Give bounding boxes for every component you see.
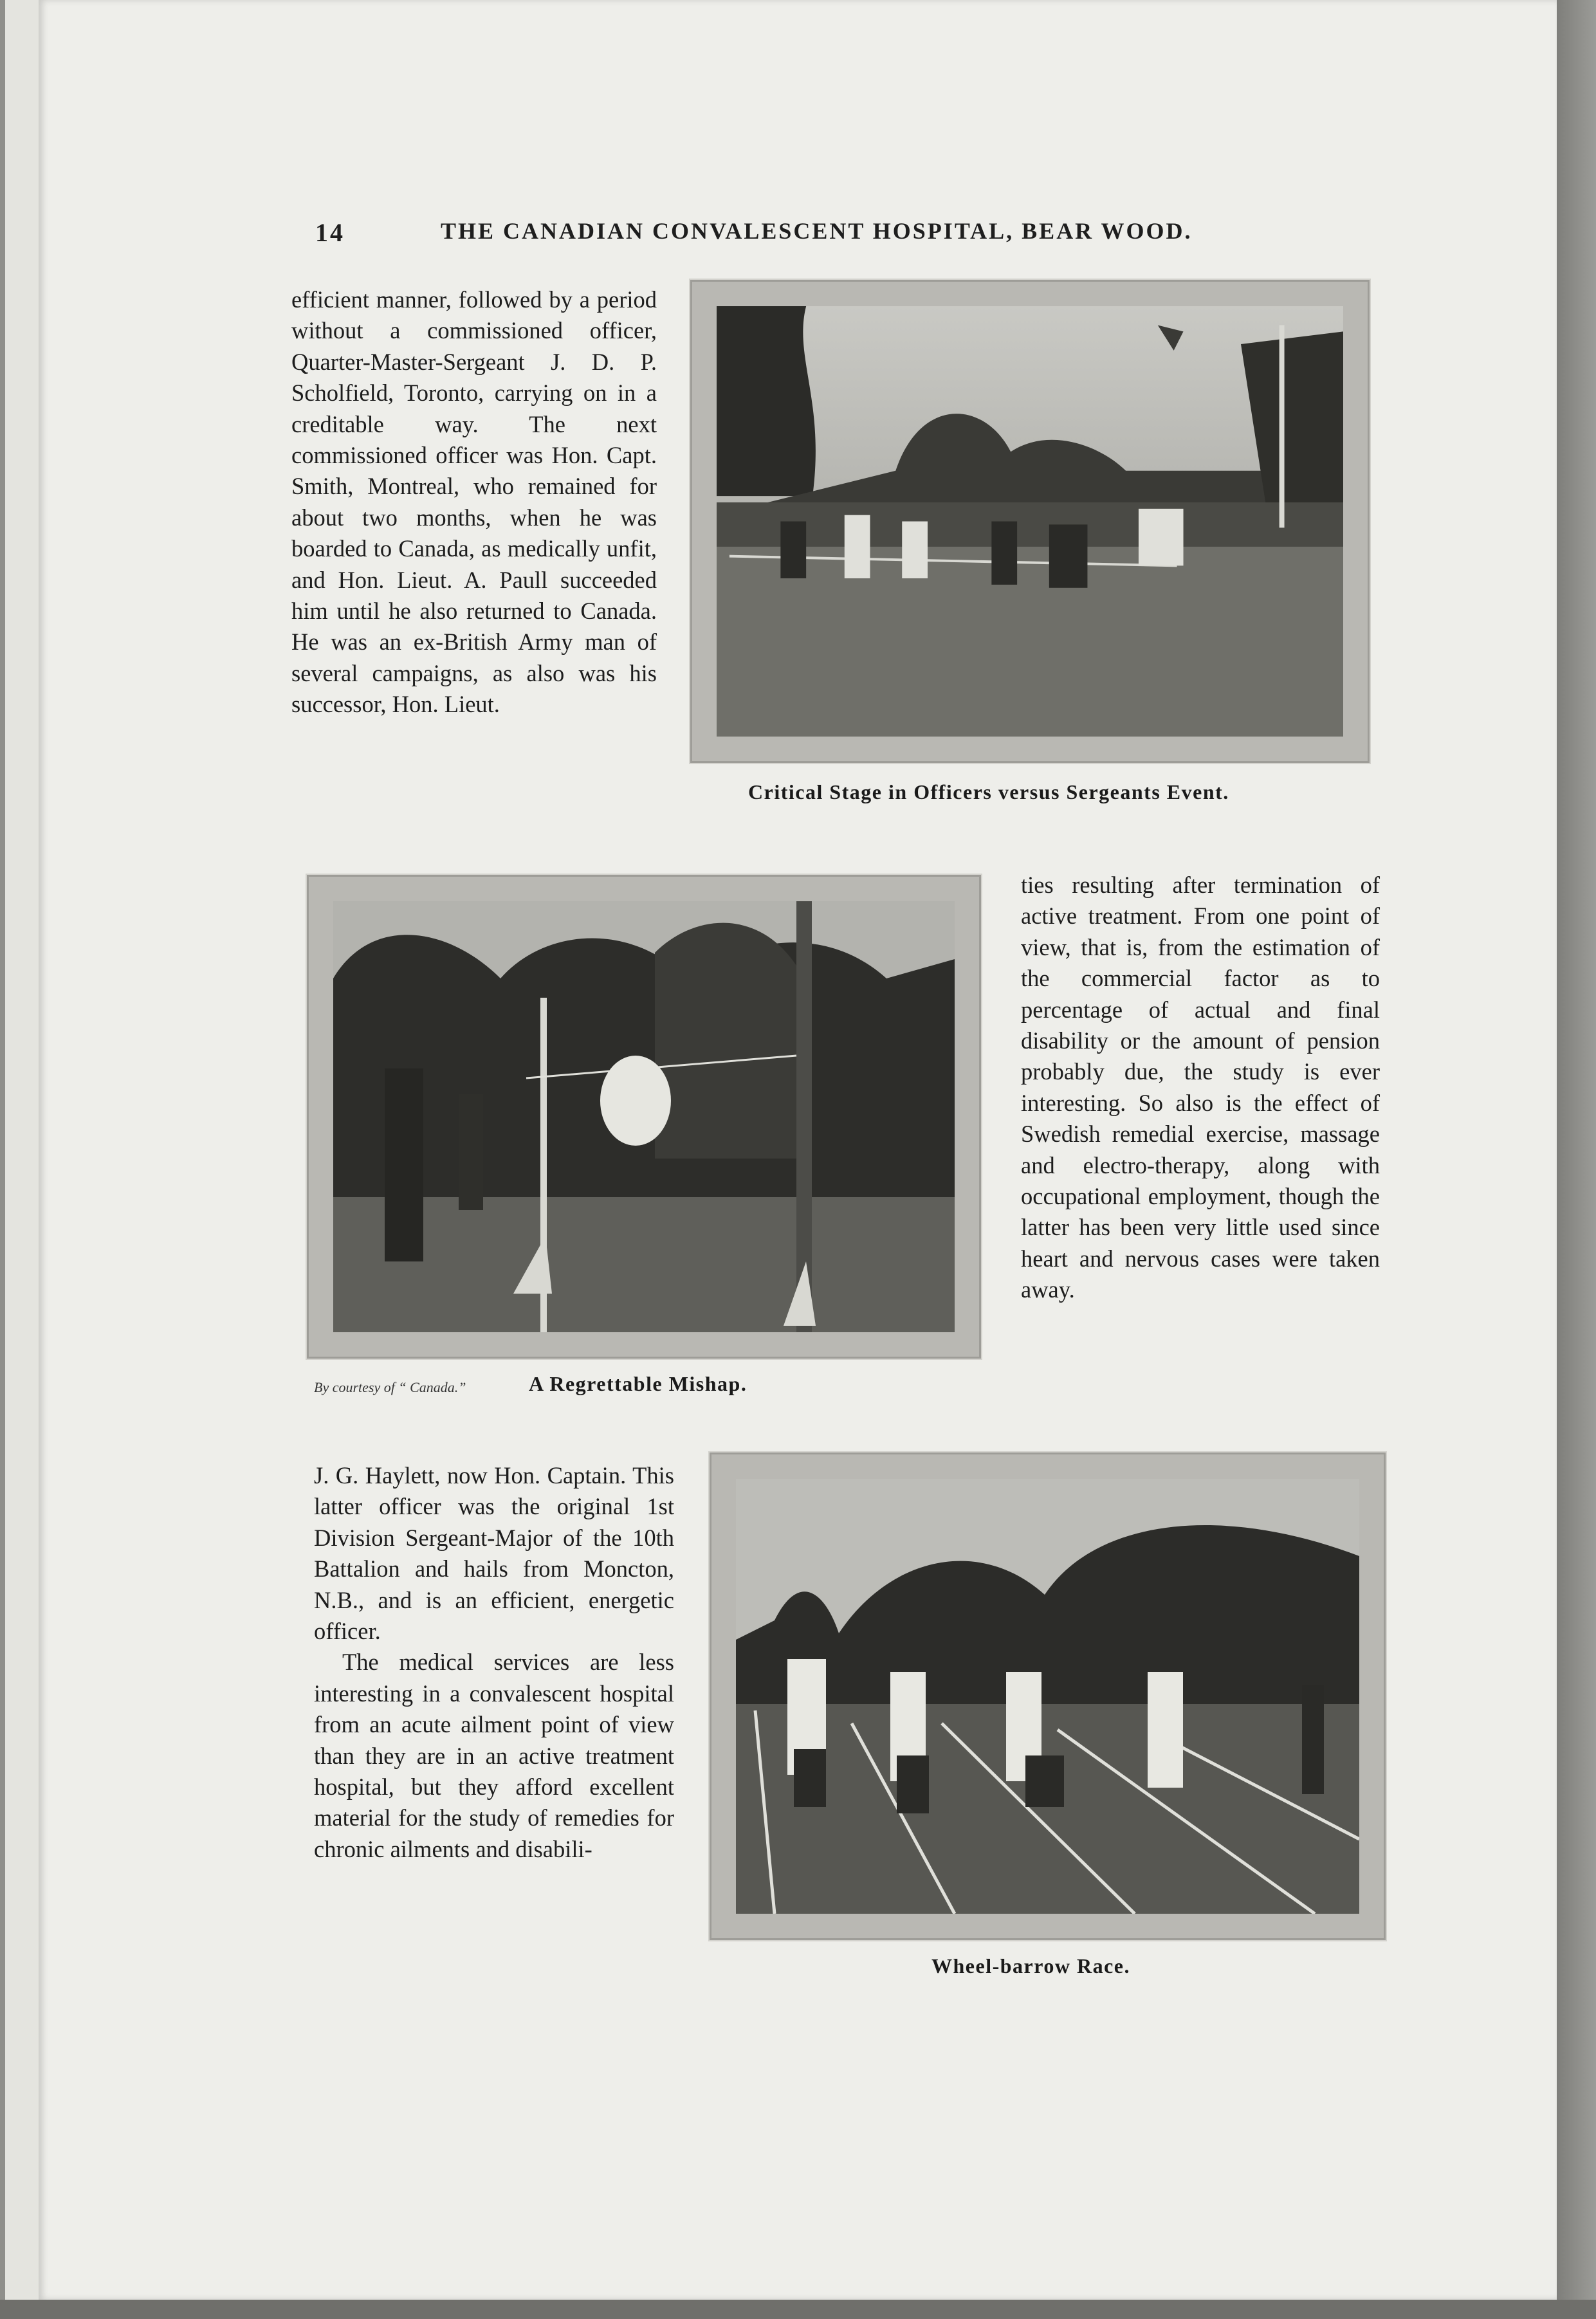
running-head xyxy=(315,217,1229,256)
paragraph: J. G. Haylett, now Hon. Captain. This latter officer was the original 1st Division Sergeant-Major of the 10th Battalion and hails from Moncton, N.B., and is an efficient, energetic officer. xyxy=(314,1462,674,1645)
photo-high-jump-mishap xyxy=(307,875,981,1359)
photo-caption: A Regrettable Mishap. xyxy=(529,1372,748,1395)
text-column-bottom-left xyxy=(314,1460,674,1865)
page-number: 14 xyxy=(315,218,345,247)
text-column-top-left xyxy=(291,284,657,720)
photo-tug-of-war xyxy=(690,280,1370,763)
running-title: THE CANADIAN CONVALESCENT HOSPITAL, BEAR WOOD. xyxy=(441,218,1193,244)
photo-caption: Wheel-barrow Race. xyxy=(931,1954,1130,1977)
photo-caption: Critical Stage in Officers versus Sergeants Event. xyxy=(748,780,1229,803)
binding-board xyxy=(1551,0,1596,2319)
photo-wheelbarrow-race xyxy=(710,1453,1386,1940)
paragraph: efficient manner, followed by a period without a commissioned officer, Quarter-Master-Sergeant J. D. P. Scholfield, Toronto, carrying on in a creditable way. The next commissioned officer was Hon. Capt. Smith, Montreal, who remained for about two months, when he was boarded to Canada, as medically unfit, and Hon. Lieut. A. Paull succeeded him until he also returned to Canada. He was an ex-British Army man of several campaigns, as also was his successor, Hon. Lieut. xyxy=(291,286,657,718)
page-bottom-shadow xyxy=(0,2300,1596,2319)
paragraph: The medical services are less interesting in a convalescent hospital from an acute ailment point of view than they are in an active treatment hospital, but they afford excellent material for the study of remedies for chronic ailments and disabili- xyxy=(314,1649,674,1862)
paragraph: ties resulting after termination of active treatment. From one point of view, that is, from the estimation of the commercial factor as to percentage of actual and final disability or the amount of pension probably due, the study is ever interesting. So also is the effect of Swedish remedial exercise, massage and electro-therapy, along with occupational employment, though the latter has been very little used since heart and nervous cases were taken away. xyxy=(1021,872,1380,1303)
photo-credit: By courtesy of “ Canada.” xyxy=(314,1379,466,1395)
text-column-middle-right xyxy=(1021,870,1380,1306)
